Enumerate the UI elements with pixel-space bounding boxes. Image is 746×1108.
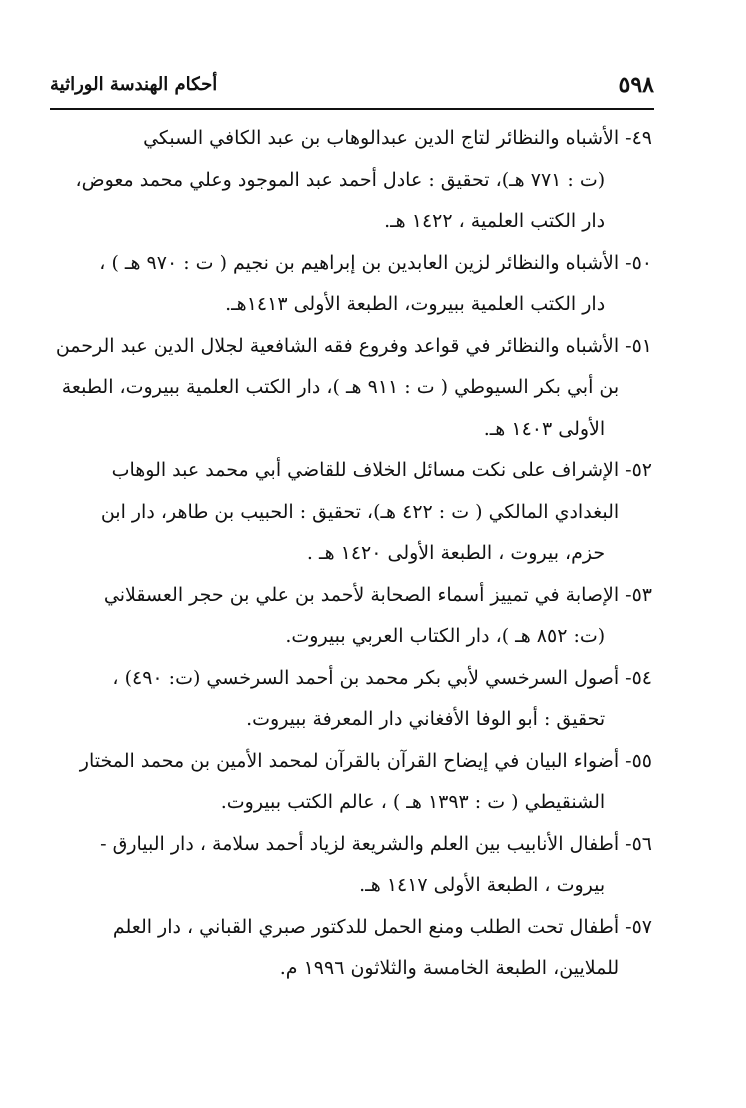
bibliography-entry	[52, 824, 652, 907]
bibliography-entry	[52, 326, 652, 451]
entry-text	[52, 907, 619, 990]
entry-number: ٥٧-	[625, 915, 652, 938]
entry-line: (ت: ٨٥٢ هـ )، دار الكتاب العربي ببيروت.	[285, 625, 606, 647]
entry-line: أطفال الأنابيب بين العلم والشريعة لزياد أحمد سلامة ، دار البيارق -	[100, 832, 620, 855]
entry-text	[52, 326, 619, 451]
bibliography-entry	[52, 741, 652, 824]
entry-text	[52, 450, 619, 575]
header-divider	[50, 108, 654, 110]
bibliography-entry	[52, 450, 652, 575]
entry-line: للملايين، الطبعة الخامسة والثلاثون ١٩٩٦ م.	[279, 957, 620, 979]
entry-line: الأولى ١٤٠٣ هـ.	[483, 417, 606, 440]
entry-line: دار الكتب العلمية ببيروت، الطبعة الأولى ١٤١٣هـ.	[225, 293, 606, 315]
entry-text	[52, 824, 619, 907]
entry-line: الأشباه والنظائر لزين العابدين بن إبراهيم بن نجيم ( ت : ٩٧٠ هـ ) ،	[99, 251, 620, 274]
entry-line: بن أبي بكر السيوطي ( ت : ٩١١ هـ )، دار الكتب العلمية ببيروت، الطبعة	[61, 376, 620, 398]
bibliography-entry	[52, 243, 652, 326]
entry-line: الأشباه والنظائر لتاج الدين عبدالوهاب بن عبد الكافي السبكي	[143, 127, 620, 149]
entry-line: دار الكتب العلمية ، ١٤٢٢ هـ.	[384, 210, 606, 232]
entry-line: أطفال تحت الطلب ومنع الحمل للدكتور صبري القباني ، دار العلم	[112, 915, 620, 938]
entry-number: ٥٣-	[625, 583, 652, 606]
entry-text	[52, 243, 619, 326]
entry-number: ٤٩-	[625, 127, 652, 149]
bibliography-entry	[52, 658, 652, 741]
entry-number: ٥٤-	[625, 666, 652, 689]
entry-line: الإصابة في تمييز أسماء الصحابة لأحمد بن علي بن حجر العسقلاني	[103, 583, 620, 606]
running-header	[50, 72, 654, 102]
entry-number: ٥٦-	[625, 832, 652, 855]
page-number: ٥٩٨	[618, 72, 654, 98]
entry-line: تحقيق : أبو الوفا الأفغاني دار المعرفة ببيروت.	[246, 708, 606, 730]
entry-text	[52, 658, 619, 741]
entry-number: ٥٠-	[625, 251, 652, 274]
entry-line: حزم، بيروت ، الطبعة الأولى ١٤٢٠ هـ .	[306, 542, 606, 564]
bibliography-entry	[52, 575, 652, 658]
entry-line: الإشراف على نكت مسائل الخلاف للقاضي أبي محمد عبد الوهاب	[111, 459, 620, 481]
bibliography-entry	[52, 907, 652, 990]
entry-line: الشنقيطي ( ت : ١٣٩٣ هـ ) ، عالم الكتب ببيروت.	[220, 791, 606, 813]
entry-line: أصول السرخسي لأبي بكر محمد بن أحمد السرخسي (ت: ٤٩٠) ،	[112, 666, 620, 689]
entry-text	[52, 741, 619, 824]
entry-line: الأشباه والنظائر في قواعد وفروع فقه الشافعية لجلال الدين عبد الرحمن	[55, 334, 620, 357]
bibliography-list	[52, 118, 652, 990]
entry-line: (ت : ٧٧١ هـ)، تحقيق : عادل أحمد عبد الموجود وعلي محمد معوض،	[75, 168, 606, 191]
entry-number: ٥١-	[625, 334, 652, 357]
bibliography-entry	[52, 118, 652, 243]
entry-number: ٥٥-	[625, 749, 652, 772]
entry-line: أضواء البيان في إيضاح القرآن بالقرآن لمحمد الأمين بن محمد المختار	[79, 749, 620, 772]
entry-text	[52, 575, 619, 658]
entry-line: بيروت ، الطبعة الأولى ١٤١٧ هـ.	[359, 874, 606, 896]
entry-line: البغدادي المالكي ( ت : ٤٢٢ هـ)، تحقيق : الحبيب بن طاهر، دار ابن	[100, 500, 620, 523]
book-title: أحكام الهندسة الوراثية	[50, 74, 218, 95]
entry-text	[52, 118, 619, 243]
entry-number: ٥٢-	[625, 459, 652, 481]
